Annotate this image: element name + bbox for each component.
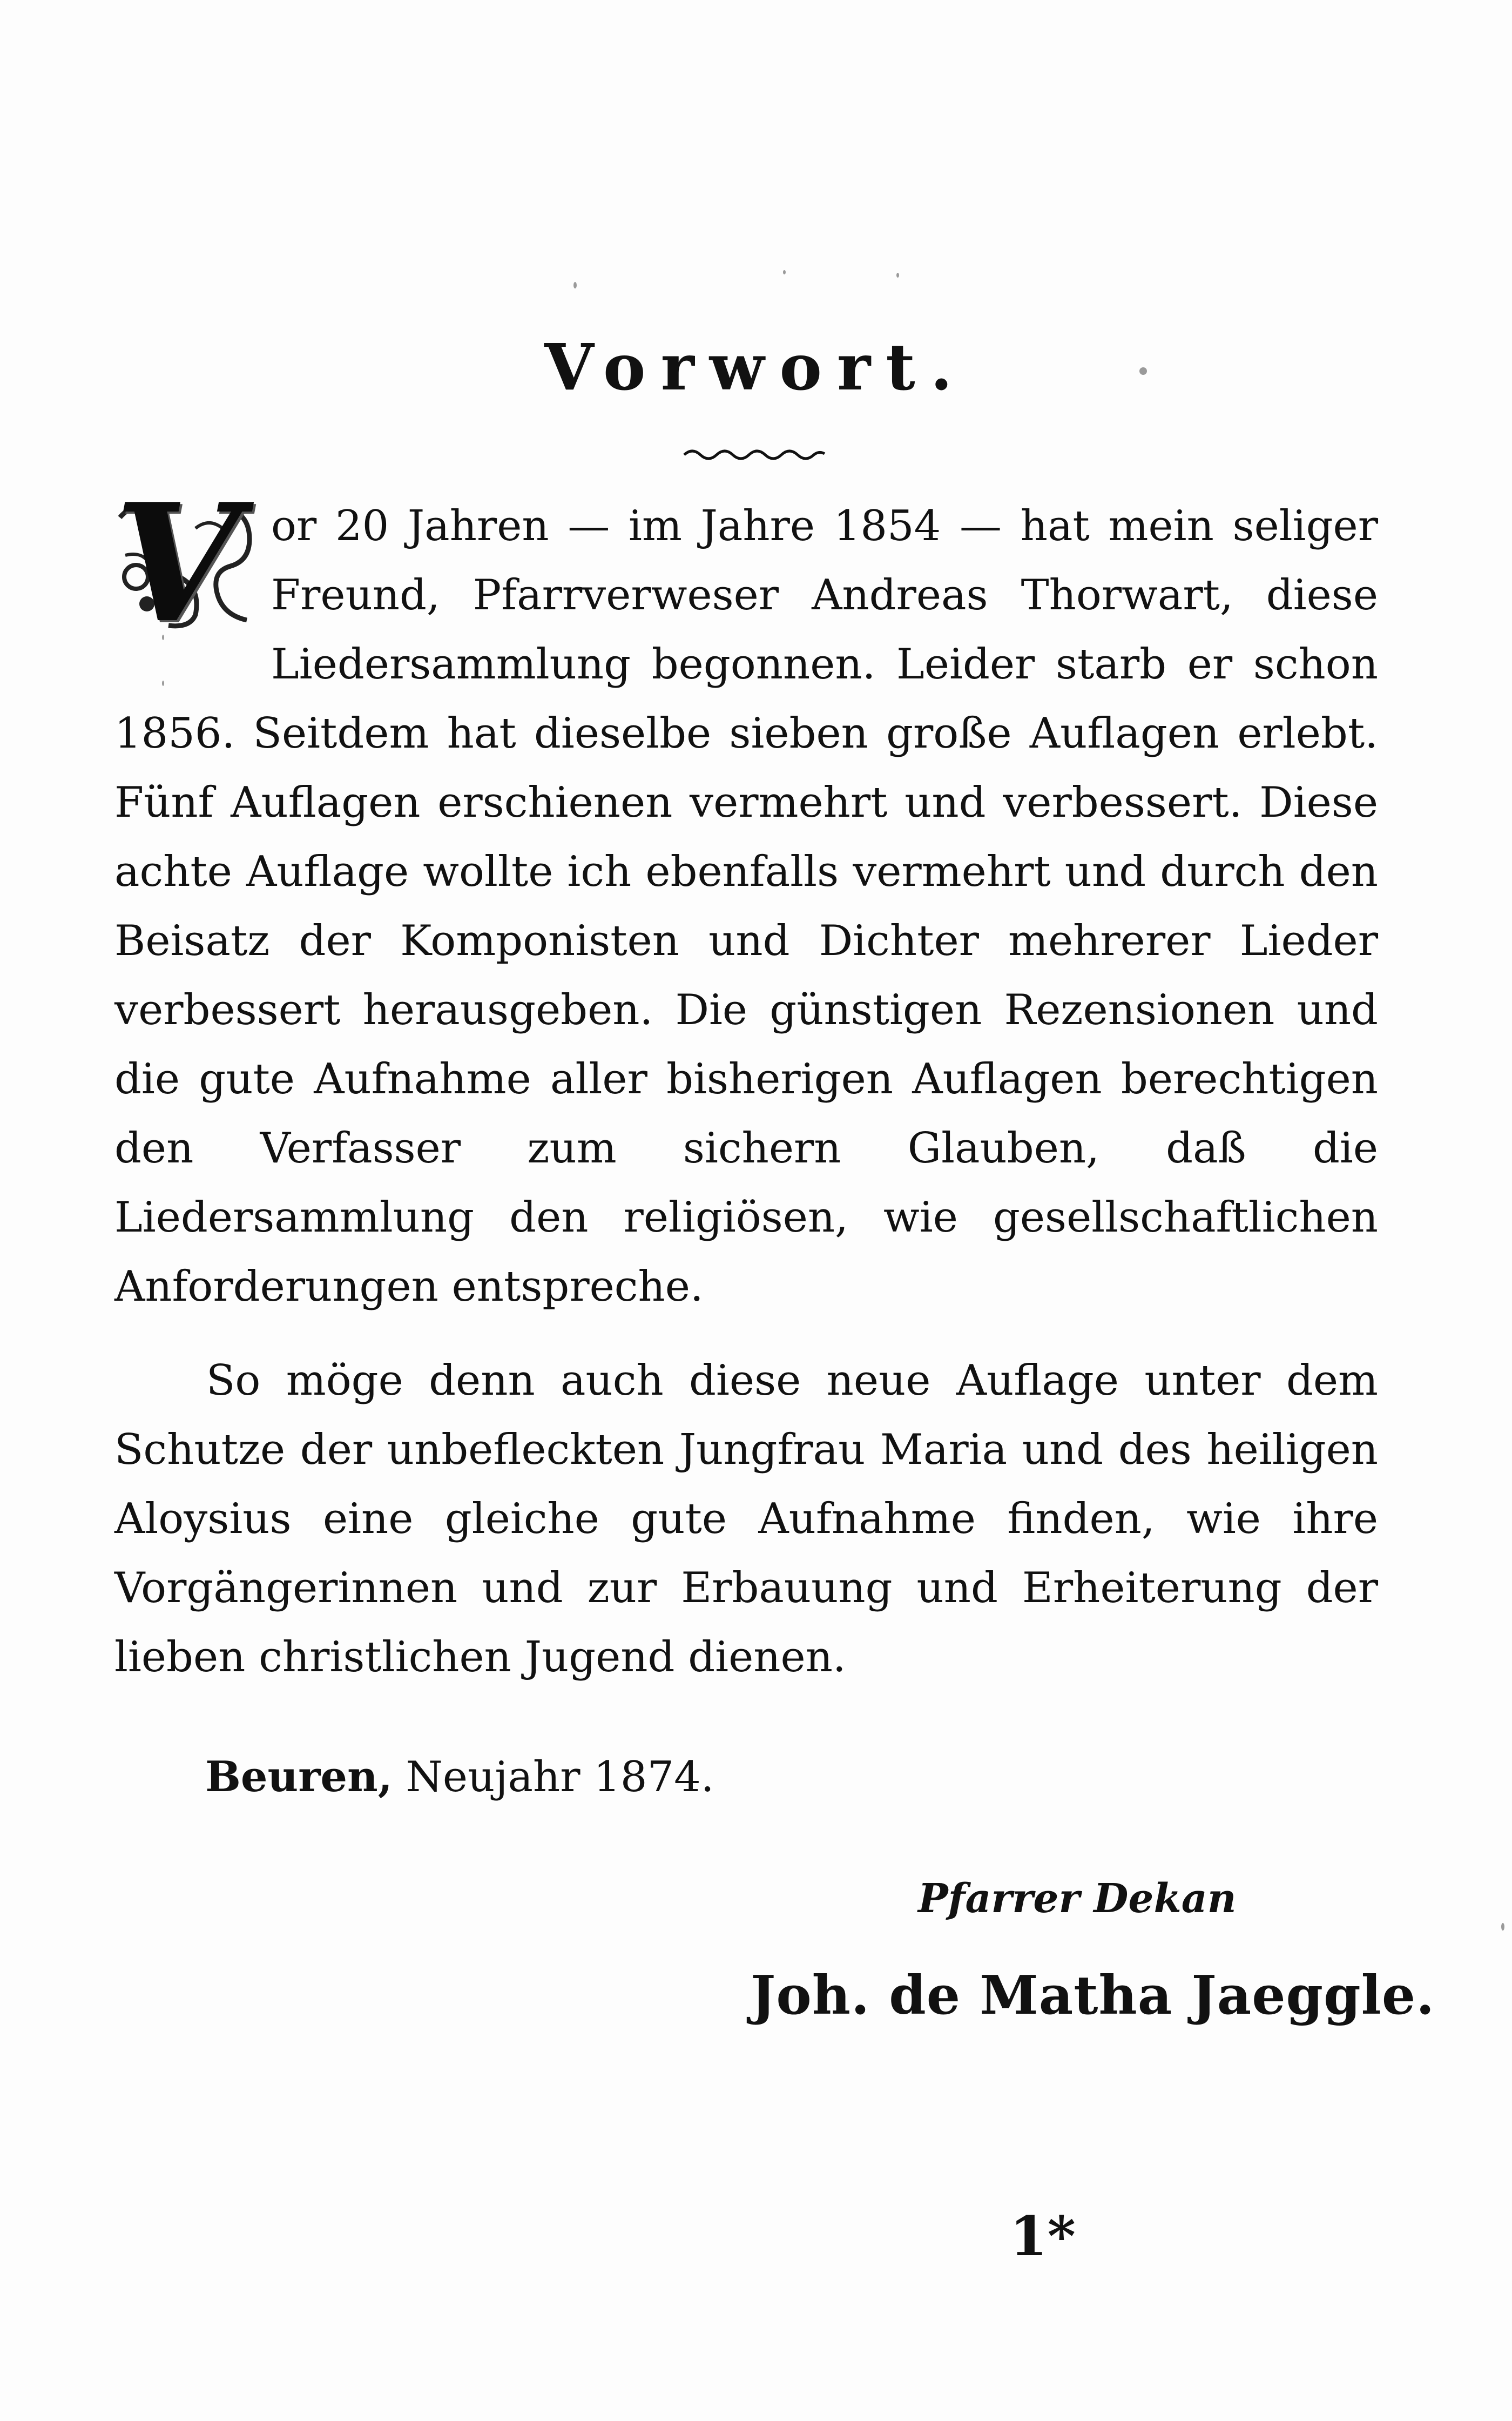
dropcap-letter: V — [114, 468, 240, 658]
scan-speck — [573, 282, 577, 288]
page-title: Vorwort. — [544, 329, 968, 405]
ornament-rule — [681, 443, 827, 465]
place-date-line — [205, 1745, 714, 1810]
paragraph-text: or 20 Jahren — im Jahre 1854 — hat mein seliger Freund, Pfarrverweser Andreas Thorwart, diese Liedersammlung begonnen. Leider starb er schon 1856. Seitdem hat dieselbe sieben große Auflagen erlebt. Fünf Auflagen erschienen vermehrt und verbessert. Diese achte Auflage wollte ich ebenfalls vermehrt und durch den Beisatz der Komponisten und Dichter mehrerer Lieder verbessert herausgeben. Die günstigen Rezensionen und die gute Aufnahme aller bisherigen Auflagen berechtigen den Verfasser zum sichern Glauben, daß die Liedersammlung den religiösen, wie gesellschaftlichen Anforderungen entspreche. — [114, 502, 1378, 1311]
signature-name: Joh. de Matha Jaeggle. — [751, 1965, 1435, 2027]
preface-text — [114, 468, 1378, 1692]
preface-paragraph — [114, 468, 1378, 1321]
scan-speck — [1501, 1923, 1504, 1931]
dropcap-ornament — [114, 468, 260, 658]
signature-mark: 1* — [1010, 2204, 1076, 2268]
date-text: Neujahr 1874. — [406, 1753, 714, 1801]
scan-speck — [783, 270, 786, 274]
place-name: Beuren, — [205, 1752, 393, 1801]
preface-paragraph: So möge denn auch diese neue Auflage unter dem Schutze der unbefleckten Jungfrau Maria und des heiligen Aloysius eine gleiche gute Aufnahme finden, wie ihre Vorgängerinnen und zur Erbauung und Erheiterung der lieben christlichen Jugend dienen. — [114, 1356, 1378, 1682]
signature-role: Pfarrer Dekan — [918, 1875, 1237, 1922]
scan-speck — [896, 273, 899, 278]
